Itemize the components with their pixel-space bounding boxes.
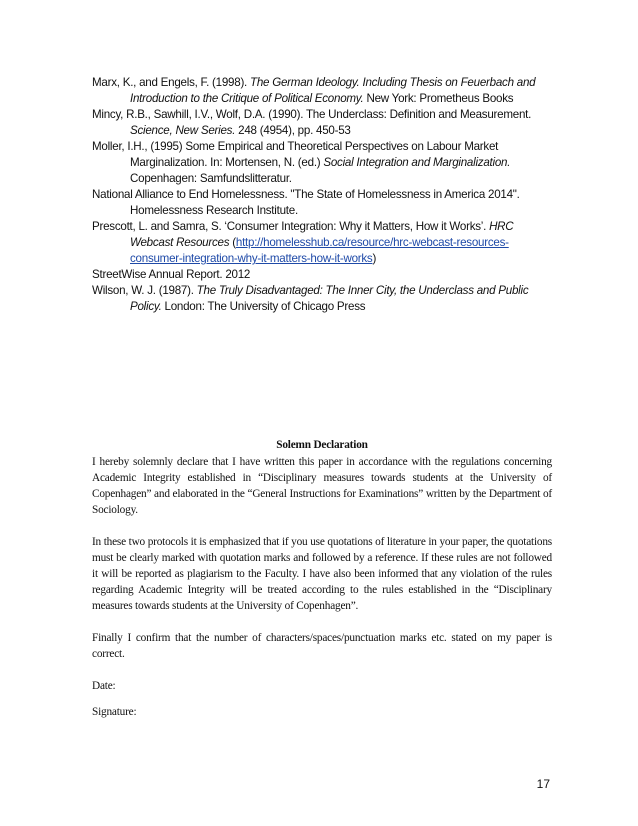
reference-publisher: Copenhagen: Samfundslitteratur.	[130, 172, 292, 185]
reference-text: Marx, K., and Engels, F. (1998).	[92, 76, 251, 89]
reference-text: Wilson, W. J. (1987).	[92, 284, 197, 297]
declaration-paragraph: I hereby solemnly declare that I have written this paper in accordance with the regulations concerning Academic Integrity established in “Disciplinary measures towards students at the University of Copenhagen” and elaborated in the “General Instructions for Examinations” written by the Department of Sociology.	[92, 456, 552, 516]
reference-paren-open: (	[229, 236, 236, 249]
reference-text: Moller, I.H., (1995) Some Empirical and Theoretical Perspectives on Labour Market Marginalization. In: Mortensen, N. (ed.)	[92, 140, 499, 169]
reference-paren-close: )	[372, 252, 377, 265]
reference-entry	[92, 187, 552, 219]
reference-link[interactable]: http://homelesshub.ca/resource/hrc-webcast-resources-consumer-integration-why-it-matters-how-it-works	[130, 236, 509, 265]
declaration-title: Solemn Declaration	[276, 439, 368, 451]
reference-text: National Alliance to End Homelessness. "The State of Homelessness in America 2014". Homelessness Research Institute.	[92, 188, 520, 217]
reference-entry	[92, 219, 552, 267]
reference-title: HRC Webcast Resources	[130, 220, 514, 249]
reference-text: Prescott, L. and Samra, S. ‘Consumer Integration: Why it Matters, How it Works’.	[92, 220, 490, 233]
reference-title: Social Integration and Marginalization.	[323, 156, 511, 169]
reference-entry	[92, 139, 552, 187]
reference-title: The Truly Disadvantaged: The Inner City, the Underclass and Public Policy.	[130, 284, 529, 313]
reference-entry	[92, 267, 552, 283]
reference-entry	[92, 283, 552, 315]
solemn-declaration	[92, 437, 552, 736]
declaration-paragraph: In these two protocols it is emphasized that if you use quotations of literature in your paper, the quotations must be clearly marked with quotation marks and followed by a reference. If these rules are not followed it will be reported as plagiarism to the Faculty. I have also been informed that any violation of the rules regarding Academic Integrity will be treated according to the rules established in the “Disciplinary measures towards students at the University of Copenhagen”.	[92, 536, 552, 612]
reference-title: Science, New Series.	[130, 124, 236, 137]
reference-entry	[92, 75, 552, 107]
reference-text: Mincy, R.B., Sawhill, I.V., Wolf, D.A. (1990). The Underclass: Definition and Measurement.	[92, 108, 532, 121]
declaration-paragraph: Finally I confirm that the number of characters/spaces/punctuation marks etc. stated on my paper is correct.	[92, 632, 552, 660]
reference-publisher: 248 (4954), pp. 450-53	[235, 124, 351, 137]
reference-title: The German Ideology. Including Thesis on Feuerbach and Introduction to the Critique of Political Economy.	[130, 76, 536, 105]
reference-text: StreetWise Annual Report. 2012	[92, 268, 251, 281]
reference-list	[92, 75, 552, 315]
signature-label: Signature:	[92, 706, 137, 718]
reference-entry	[92, 107, 552, 139]
reference-publisher: London: The University of Chicago Press	[161, 300, 366, 313]
reference-publisher: New York: Prometheus Books	[363, 92, 514, 105]
page-number: 17	[536, 777, 550, 791]
date-label: Date:	[92, 680, 116, 692]
